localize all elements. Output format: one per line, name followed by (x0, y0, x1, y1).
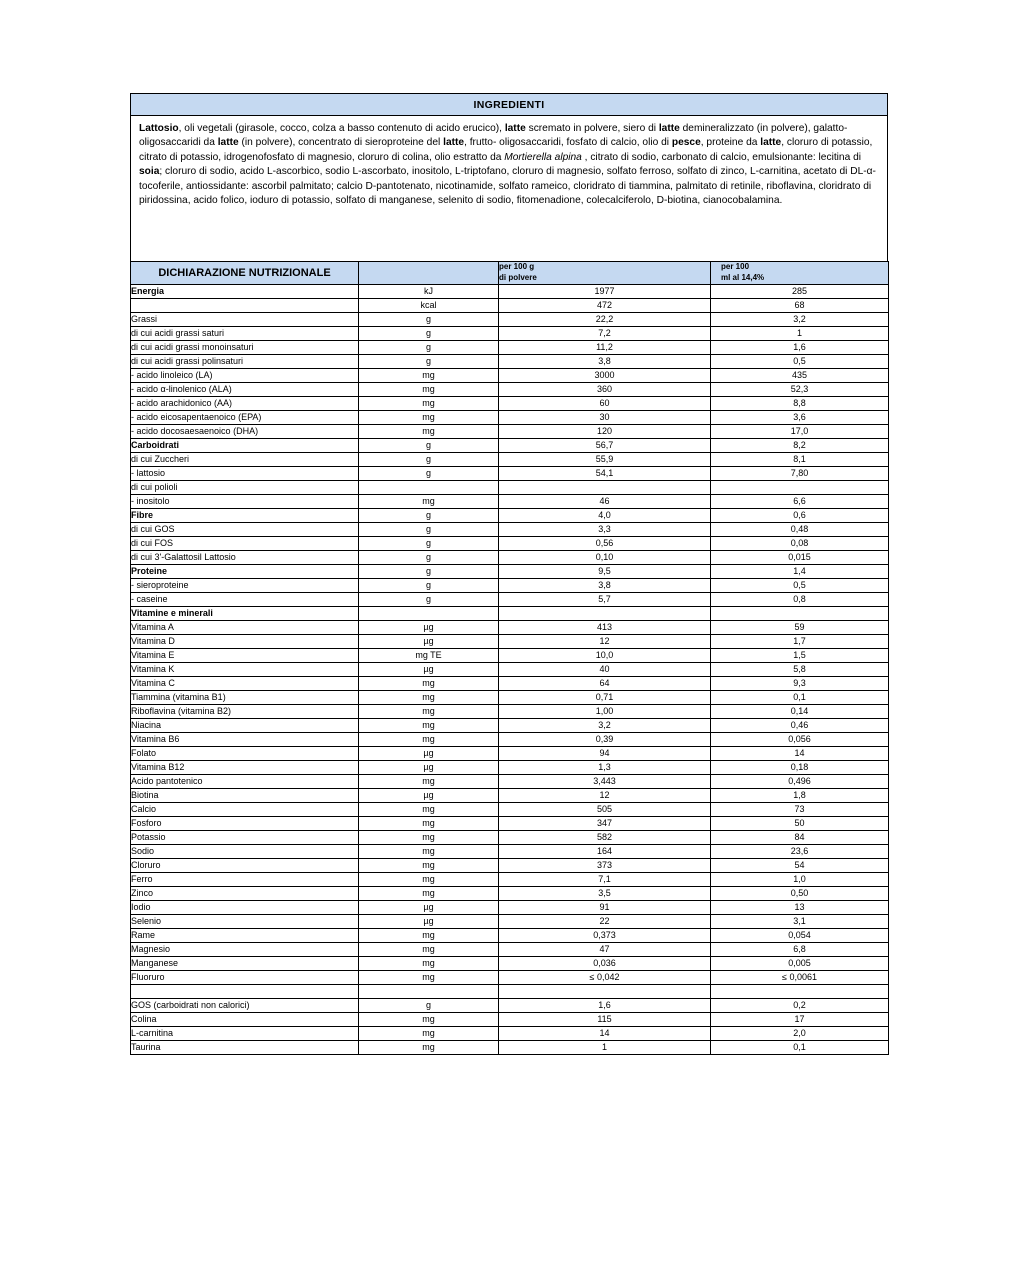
nutrient-unit: g (359, 452, 499, 466)
nutrient-label: L-carnitina (131, 1026, 359, 1040)
value-per-100ml: 1,4 (711, 564, 889, 578)
per-100g-header-line2: di polvere (499, 272, 537, 282)
nutrient-unit: mg (359, 424, 499, 438)
nutrient-label: Iodio (131, 900, 359, 914)
nutrient-label: Proteine (131, 564, 359, 578)
nutrient-label: di cui acidi grassi saturi (131, 326, 359, 340)
value-per-100ml: 0,08 (711, 536, 889, 550)
nutrient-unit: kcal (359, 298, 499, 312)
table-row (131, 718, 889, 732)
nutrient-label: Fluoruro (131, 970, 359, 984)
nutrient-unit: g (359, 312, 499, 326)
table-row (131, 760, 889, 774)
value-per-100g: 1977 (499, 284, 711, 298)
table-row (131, 396, 889, 410)
value-per-100ml: 50 (711, 816, 889, 830)
value-per-100ml: 0,1 (711, 690, 889, 704)
ingredients-text: Lattosio, oli vegetali (girasole, cocco, colza a basso contenuto di acido erucico), latte scremato in polvere, siero di latte demineralizzato (in polvere), galatto-oligosaccaridi da latte (in polvere), concentrato di sieroproteine del latte, frutto- oligosaccaridi, fosfato di calcio, olio di pesce, proteine da latte, cloruro di potassio, citrato di potassio, idrogenofosfato di magnesio, cloruro di colina, olio estratto da Mortierella alpina , citrato di sodio, carbonato di calcio, emulsionante: lecitina di soia; cloruro di sodio, acido L-ascorbico, sodio L-ascorbato, inositolo, L-triptofano, cloruro di magnesio, solfato ferroso, solfato di zinco, L-carnitina, acetato di DL-α-tocoferile, antiossidante: ascorbil palmitato; calcio D-pantotenato, nicotinamide, solfato rameico, cloridrato di tiammina, palmitato di retinile, riboflavina, cloridrato di piridossina, acido folico, ioduro di potassio, solfato di manganese, selenito di sodio, fitomenadione, colecalciferolo, D-biotina, cianocobalamina. (139, 123, 876, 207)
nutrient-unit: mg (359, 1040, 499, 1054)
table-row (131, 368, 889, 382)
spacer-cell (359, 984, 499, 998)
table-row (131, 620, 889, 634)
value-per-100g (499, 606, 711, 620)
nutrient-unit: µg (359, 662, 499, 676)
nutrient-unit: g (359, 564, 499, 578)
nutrient-unit: g (359, 522, 499, 536)
nutrient-unit: mg (359, 858, 499, 872)
table-row (131, 508, 889, 522)
table-row (131, 564, 889, 578)
value-per-100g: 3,5 (499, 886, 711, 900)
nutrient-label: di cui Zuccheri (131, 452, 359, 466)
value-per-100ml: 5,8 (711, 662, 889, 676)
table-row (131, 928, 889, 942)
value-per-100ml (711, 606, 889, 620)
table-row (131, 802, 889, 816)
table-row (131, 886, 889, 900)
nutrient-unit: mg (359, 1026, 499, 1040)
value-per-100g: ≤ 0,042 (499, 970, 711, 984)
value-per-100g: 30 (499, 410, 711, 424)
nutrient-label: Ferro (131, 872, 359, 886)
value-per-100ml: 1,8 (711, 788, 889, 802)
nutrient-unit: µg (359, 634, 499, 648)
nutrient-label: Biotina (131, 788, 359, 802)
nutrient-label: di cui FOS (131, 536, 359, 550)
table-row (131, 816, 889, 830)
nutrient-label: Magnesio (131, 942, 359, 956)
nutrient-unit: mg (359, 1012, 499, 1026)
nutrient-label: Cloruro (131, 858, 359, 872)
value-per-100g: 40 (499, 662, 711, 676)
nutrition-declaration-table (130, 261, 888, 1055)
nutrient-label: GOS (carboidrati non calorici) (131, 998, 359, 1012)
table-row (131, 844, 889, 858)
table-row (131, 410, 889, 424)
nutrient-label: Vitamina D (131, 634, 359, 648)
nutrient-unit: µg (359, 788, 499, 802)
table-row (131, 830, 889, 844)
nutrient-unit: µg (359, 746, 499, 760)
value-per-100g: 413 (499, 620, 711, 634)
nutrient-label: Vitamina K (131, 662, 359, 676)
nutrient-label: di cui 3'-Galattosil Lattosio (131, 550, 359, 564)
nutrient-unit: mg (359, 928, 499, 942)
value-per-100g: 3000 (499, 368, 711, 382)
value-per-100g: 12 (499, 788, 711, 802)
value-per-100ml: 3,2 (711, 312, 889, 326)
table-row (131, 1040, 889, 1054)
value-per-100ml: 54 (711, 858, 889, 872)
nutrient-unit: g (359, 326, 499, 340)
nutrient-label: di cui acidi grassi polinsaturi (131, 354, 359, 368)
value-per-100g: 472 (499, 298, 711, 312)
value-per-100g: 55,9 (499, 452, 711, 466)
table-row (131, 480, 889, 494)
nutrient-unit: mg (359, 410, 499, 424)
nutrient-label: Potassio (131, 830, 359, 844)
nutrient-unit (359, 480, 499, 494)
nutrient-unit: mg (359, 872, 499, 886)
table-row (131, 340, 889, 354)
table-row (131, 466, 889, 480)
table-row (131, 606, 889, 620)
nutrient-unit: g (359, 438, 499, 452)
nutrient-label: - inositolo (131, 494, 359, 508)
nutrient-unit: mg (359, 718, 499, 732)
value-per-100g: 0,036 (499, 956, 711, 970)
nutrient-label: - acido arachidonico (AA) (131, 396, 359, 410)
value-per-100g: 120 (499, 424, 711, 438)
value-per-100g: 0,373 (499, 928, 711, 942)
value-per-100ml: 84 (711, 830, 889, 844)
nutrient-unit: mg (359, 816, 499, 830)
value-per-100ml: 285 (711, 284, 889, 298)
nutrient-unit: µg (359, 900, 499, 914)
value-per-100g: 3,8 (499, 354, 711, 368)
value-per-100ml: 0,1 (711, 1040, 889, 1054)
nutrient-label: - caseine (131, 592, 359, 606)
unit-column-header (359, 262, 499, 285)
nutrient-unit: mg (359, 732, 499, 746)
value-per-100g: 54,1 (499, 466, 711, 480)
value-per-100g: 3,2 (499, 718, 711, 732)
table-row (131, 522, 889, 536)
nutrient-unit: g (359, 536, 499, 550)
value-per-100ml: ≤ 0,0061 (711, 970, 889, 984)
nutrient-unit: mg (359, 970, 499, 984)
value-per-100g: 46 (499, 494, 711, 508)
nutrient-unit: mg (359, 844, 499, 858)
value-per-100g: 5,7 (499, 592, 711, 606)
nutrient-label: di cui polioli (131, 480, 359, 494)
value-per-100ml: 8,2 (711, 438, 889, 452)
spacer-cell (131, 984, 359, 998)
value-per-100ml: 23,6 (711, 844, 889, 858)
nutrition-title: DICHIARAZIONE NUTRIZIONALE (131, 262, 359, 285)
table-row (131, 298, 889, 312)
nutrient-unit: mg (359, 382, 499, 396)
nutrient-label: Fibre (131, 508, 359, 522)
value-per-100ml: 59 (711, 620, 889, 634)
table-row (131, 998, 889, 1012)
value-per-100ml: 17 (711, 1012, 889, 1026)
nutrient-unit: mg (359, 942, 499, 956)
table-row (131, 676, 889, 690)
table-row (131, 284, 889, 298)
nutrient-label: Manganese (131, 956, 359, 970)
value-per-100g (499, 480, 711, 494)
table-row (131, 312, 889, 326)
value-per-100g: 1 (499, 1040, 711, 1054)
nutrient-label: Niacina (131, 718, 359, 732)
ingredients-header: INGREDIENTI (131, 94, 887, 116)
value-per-100g: 1,3 (499, 760, 711, 774)
value-per-100ml: 0,46 (711, 718, 889, 732)
table-row (131, 382, 889, 396)
nutrient-label: di cui GOS (131, 522, 359, 536)
nutrient-unit: kJ (359, 284, 499, 298)
value-per-100ml: 2,0 (711, 1026, 889, 1040)
table-row (131, 914, 889, 928)
table-row (131, 1026, 889, 1040)
nutrient-label: Vitamina B6 (131, 732, 359, 746)
value-per-100ml: 0,496 (711, 774, 889, 788)
table-row (131, 942, 889, 956)
nutrient-label: - acido eicosapentaenoico (EPA) (131, 410, 359, 424)
value-per-100ml: 17,0 (711, 424, 889, 438)
table-row (131, 662, 889, 676)
table-row (131, 424, 889, 438)
value-per-100g: 47 (499, 942, 711, 956)
nutrient-unit: g (359, 508, 499, 522)
value-per-100g: 164 (499, 844, 711, 858)
value-per-100ml: 0,005 (711, 956, 889, 970)
table-row (131, 326, 889, 340)
nutrient-unit: mg (359, 774, 499, 788)
nutrient-unit: mg (359, 676, 499, 690)
nutrient-unit: mg (359, 886, 499, 900)
value-per-100ml: 0,056 (711, 732, 889, 746)
table-row (131, 774, 889, 788)
value-per-100ml: 1,7 (711, 634, 889, 648)
value-per-100ml: 13 (711, 900, 889, 914)
table-row (131, 550, 889, 564)
nutrient-label: Calcio (131, 802, 359, 816)
value-per-100g: 115 (499, 1012, 711, 1026)
nutrient-label: Zinco (131, 886, 359, 900)
value-per-100ml: 73 (711, 802, 889, 816)
nutrient-unit: mg (359, 704, 499, 718)
nutrient-label (131, 298, 359, 312)
value-per-100ml: 68 (711, 298, 889, 312)
nutrient-unit: mg (359, 956, 499, 970)
value-per-100ml: 1 (711, 326, 889, 340)
nutrient-label: - acido docosaesaenoico (DHA) (131, 424, 359, 438)
nutrient-label: Vitamina B12 (131, 760, 359, 774)
nutrient-label: Rame (131, 928, 359, 942)
nutrient-label: Selenio (131, 914, 359, 928)
table-row (131, 746, 889, 760)
nutrition-table-body (131, 284, 889, 1054)
table-row (131, 438, 889, 452)
ingredients-box (130, 93, 888, 270)
nutrient-unit: g (359, 998, 499, 1012)
value-per-100g: 9,5 (499, 564, 711, 578)
value-per-100g: 360 (499, 382, 711, 396)
table-row (131, 1012, 889, 1026)
spacer-cell (711, 984, 889, 998)
value-per-100ml: 1,6 (711, 340, 889, 354)
nutrient-label: Taurina (131, 1040, 359, 1054)
value-per-100g: 3,8 (499, 578, 711, 592)
nutrient-label: - acido linoleico (LA) (131, 368, 359, 382)
table-row (131, 956, 889, 970)
value-per-100ml: 6,6 (711, 494, 889, 508)
table-row (131, 536, 889, 550)
table-row (131, 732, 889, 746)
nutrient-label: Tiammina (vitamina B1) (131, 690, 359, 704)
value-per-100g: 94 (499, 746, 711, 760)
nutrient-unit: g (359, 340, 499, 354)
value-per-100g: 4,0 (499, 508, 711, 522)
spacer-cell (499, 984, 711, 998)
value-per-100ml: 1,5 (711, 648, 889, 662)
value-per-100g: 56,7 (499, 438, 711, 452)
nutrient-label: Acido pantotenico (131, 774, 359, 788)
value-per-100g: 91 (499, 900, 711, 914)
value-per-100g: 1,00 (499, 704, 711, 718)
table-row (131, 354, 889, 368)
value-per-100ml: 52,3 (711, 382, 889, 396)
table-row (131, 452, 889, 466)
nutrient-label: Vitamine e minerali (131, 606, 359, 620)
nutrient-unit: mg (359, 690, 499, 704)
value-per-100g: 373 (499, 858, 711, 872)
nutrient-label: Vitamina C (131, 676, 359, 690)
value-per-100ml: 6,8 (711, 942, 889, 956)
nutrient-label: Energia (131, 284, 359, 298)
value-per-100ml: 3,1 (711, 914, 889, 928)
nutrient-unit: g (359, 550, 499, 564)
nutrient-unit: µg (359, 620, 499, 634)
table-row (131, 788, 889, 802)
value-per-100ml: 0,48 (711, 522, 889, 536)
table-row (131, 704, 889, 718)
table-row (131, 648, 889, 662)
value-per-100g: 22 (499, 914, 711, 928)
value-per-100g: 347 (499, 816, 711, 830)
value-per-100g: 10,0 (499, 648, 711, 662)
table-row (131, 900, 889, 914)
nutrient-unit: mg (359, 368, 499, 382)
nutrient-label: Fosforo (131, 816, 359, 830)
table-row (131, 592, 889, 606)
nutrient-unit: µg (359, 914, 499, 928)
value-per-100g: 11,2 (499, 340, 711, 354)
nutrient-unit: mg (359, 802, 499, 816)
per-100ml-header (711, 262, 889, 285)
value-per-100ml: 0,50 (711, 886, 889, 900)
value-per-100g: 12 (499, 634, 711, 648)
nutrient-unit: mg (359, 494, 499, 508)
value-per-100ml: 0,054 (711, 928, 889, 942)
value-per-100ml: 0,5 (711, 354, 889, 368)
table-row (131, 690, 889, 704)
value-per-100g: 60 (499, 396, 711, 410)
nutrient-unit: µg (359, 760, 499, 774)
value-per-100ml: 0,2 (711, 998, 889, 1012)
nutrient-label: Grassi (131, 312, 359, 326)
value-per-100ml: 8,1 (711, 452, 889, 466)
nutrient-label: Vitamina A (131, 620, 359, 634)
nutrient-unit: g (359, 592, 499, 606)
nutrient-label: - lattosio (131, 466, 359, 480)
table-row (131, 634, 889, 648)
value-per-100g: 3,3 (499, 522, 711, 536)
nutrient-label: Riboflavina (vitamina B2) (131, 704, 359, 718)
value-per-100ml: 1,0 (711, 872, 889, 886)
table-row (131, 858, 889, 872)
value-per-100g: 0,71 (499, 690, 711, 704)
nutrient-label: Colina (131, 1012, 359, 1026)
per-100g-header-line1: per 100 g (499, 262, 535, 271)
nutrient-label: Sodio (131, 844, 359, 858)
value-per-100g: 14 (499, 1026, 711, 1040)
value-per-100ml: 0,14 (711, 704, 889, 718)
nutrient-label: di cui acidi grassi monoinsaturi (131, 340, 359, 354)
nutrient-label: - acido α-linolenico (ALA) (131, 382, 359, 396)
value-per-100g: 1,6 (499, 998, 711, 1012)
table-spacer-row (131, 984, 889, 998)
nutrient-label: - sieroproteine (131, 578, 359, 592)
table-header-row (131, 262, 889, 285)
per-100g-header (499, 262, 711, 285)
value-per-100g: 22,2 (499, 312, 711, 326)
nutrient-unit: g (359, 466, 499, 480)
table-row (131, 578, 889, 592)
value-per-100ml: 3,6 (711, 410, 889, 424)
value-per-100ml: 14 (711, 746, 889, 760)
value-per-100ml: 435 (711, 368, 889, 382)
value-per-100ml: 0,8 (711, 592, 889, 606)
nutrient-label: Folato (131, 746, 359, 760)
value-per-100ml: 0,6 (711, 508, 889, 522)
value-per-100g: 3,443 (499, 774, 711, 788)
value-per-100ml: 0,18 (711, 760, 889, 774)
value-per-100ml: 7,80 (711, 466, 889, 480)
nutrient-label: Carboidrati (131, 438, 359, 452)
table-row (131, 970, 889, 984)
table-row (131, 872, 889, 886)
nutrient-unit: mg TE (359, 648, 499, 662)
nutrient-unit: g (359, 354, 499, 368)
value-per-100ml: 0,5 (711, 578, 889, 592)
nutrient-unit: mg (359, 396, 499, 410)
value-per-100g: 0,10 (499, 550, 711, 564)
value-per-100g: 582 (499, 830, 711, 844)
value-per-100g: 0,56 (499, 536, 711, 550)
value-per-100g: 7,2 (499, 326, 711, 340)
value-per-100ml: 0,015 (711, 550, 889, 564)
value-per-100g: 64 (499, 676, 711, 690)
per-100ml-header-line2: ml al 14,4% (721, 272, 765, 282)
value-per-100g: 0,39 (499, 732, 711, 746)
value-per-100ml (711, 480, 889, 494)
table-row (131, 494, 889, 508)
value-per-100ml: 9,3 (711, 676, 889, 690)
nutrient-unit: g (359, 578, 499, 592)
nutrient-label: Vitamina E (131, 648, 359, 662)
value-per-100g: 505 (499, 802, 711, 816)
per-100ml-header-line1: per 100 (721, 262, 750, 271)
nutrient-unit: mg (359, 830, 499, 844)
value-per-100g: 7,1 (499, 872, 711, 886)
nutrient-unit (359, 606, 499, 620)
value-per-100ml: 8,8 (711, 396, 889, 410)
